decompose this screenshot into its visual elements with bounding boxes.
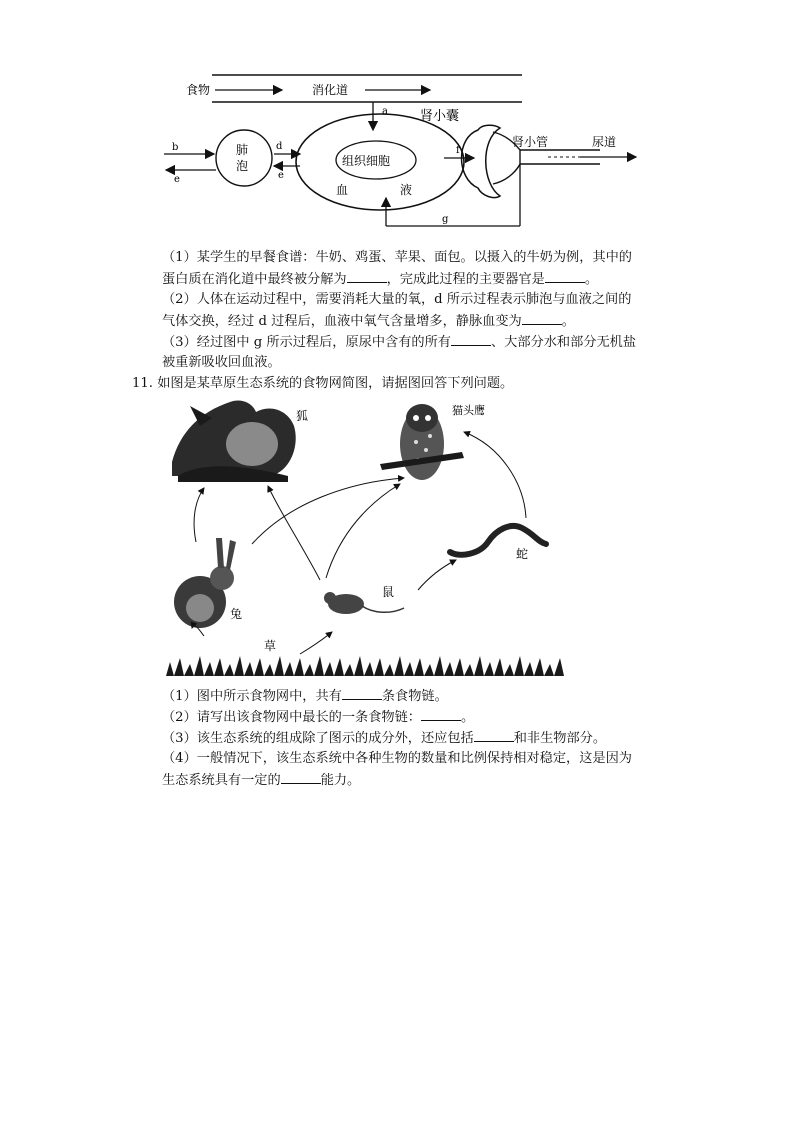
q11-part1	[162, 686, 448, 707]
q11-part2	[162, 707, 474, 728]
q11-p4-text-a: 生态系统具有一定的	[162, 773, 281, 788]
q10-part3-line1	[162, 332, 636, 353]
arrow-mouse-snake	[418, 560, 456, 590]
arrow-rabbit-owl	[252, 478, 404, 544]
q11-part4-line2	[162, 770, 360, 791]
snake-label: 蛇	[516, 547, 529, 561]
answer-blank[interactable]	[522, 311, 562, 325]
kidney-capsule-shape	[462, 125, 501, 197]
rabbit-label: 兔	[230, 607, 243, 621]
answer-blank[interactable]	[281, 770, 321, 784]
arrow-mouse-fox	[268, 486, 320, 580]
q10-part1-line1: （1）某学生的早餐食谱：牛奶、鸡蛋、苹果、面包。以摄入的牛奶为例，其中的	[162, 250, 632, 265]
urethra-label: 尿道	[592, 135, 617, 149]
q10-p3-text-b: 、大部分水和部分无机盐	[490, 335, 637, 350]
question-number: 11.	[132, 376, 153, 391]
arrow-rabbit-fox	[194, 488, 204, 542]
alveolus-label-1: 肺	[236, 143, 249, 157]
tissue-cells-label: 组织细胞	[342, 154, 391, 168]
q11-part4-line1: （4）一般情况下，该生态系统中各种生物的数量和比例保持相对稳定，这是因为	[162, 751, 632, 766]
q10-part1-line2	[162, 269, 598, 290]
arrow-mouse-owl	[326, 484, 400, 578]
circulation-diagram	[160, 66, 640, 240]
answer-blank[interactable]	[421, 707, 461, 721]
food-label: 食物	[186, 83, 211, 97]
grass-illustration	[166, 656, 564, 676]
answer-blank[interactable]	[545, 269, 585, 283]
q11-p3-text-b: 和非生物部分。	[513, 731, 607, 746]
snake-illustration	[450, 526, 546, 555]
q11-p1-text-a: （1）图中所示食物网中，共有	[162, 689, 342, 704]
q10-p1-text-a: 蛋白质在消化道中最终被分解为	[162, 272, 347, 287]
arrow-grass-mouse	[300, 632, 332, 654]
q11-part3	[162, 728, 606, 749]
q11-p2-text-a: （2）请写出该食物网中最长的一条食物链：	[162, 710, 421, 725]
answer-blank[interactable]	[451, 332, 491, 346]
question-stem: 如图是某草原生态系统的食物网简图，请据图回答下列问题。	[157, 376, 514, 391]
q11-stem	[132, 374, 513, 394]
fox-label: 狐	[296, 409, 309, 423]
label-g: g	[442, 214, 449, 225]
q10-part2-line2	[162, 311, 575, 332]
q11-p2-text-b: 。	[460, 710, 475, 725]
q10-p3-text-a: （3）经过图中 g 所示过程后，原尿中含有的所有	[162, 335, 451, 350]
q11-p1-text-b: 条食物链。	[381, 689, 448, 704]
q10-p2-text-a: 气体交换，经过 d 过程后，血液中氧气含量增多，静脉血变为	[162, 314, 522, 329]
label-e-inner: e	[278, 170, 284, 181]
rabbit-illustration	[174, 538, 236, 628]
label-a: a	[382, 106, 388, 117]
digestive-tract-label: 消化道	[312, 83, 349, 97]
answer-blank[interactable]	[347, 269, 387, 283]
answer-blank[interactable]	[474, 728, 514, 742]
q10-p1-text-c: 。	[584, 272, 599, 287]
owl-label: 猫头鹰	[452, 404, 485, 417]
q10-p1-text-b: ，完成此过程的主要器官是	[386, 272, 545, 287]
label-e-left: e	[174, 174, 180, 185]
label-d: d	[276, 141, 283, 152]
blood-label-2: 液	[400, 183, 413, 197]
mouse-label: 鼠	[382, 585, 395, 599]
q10-part3-line2: 被重新吸收回血液。	[162, 355, 281, 370]
q10-part2-line1: （2）人体在运动过程中，需要消耗大量的氧，d 所示过程表示肺泡与血液之间的	[162, 292, 632, 307]
label-b: b	[172, 142, 179, 153]
grass-label: 草	[264, 639, 277, 653]
food-web-diagram	[160, 392, 570, 682]
fox-illustration	[172, 400, 296, 482]
q11-p3-text-a: （3）该生态系统的组成除了图示的成分外，还应包括	[162, 731, 474, 746]
q11-p4-text-b: 能力。	[320, 773, 361, 788]
kidney-capsule-label: 肾小囊	[420, 109, 460, 124]
alveolus-circle	[216, 130, 272, 186]
q10-p2-text-b: 。	[561, 314, 575, 329]
answer-blank[interactable]	[342, 686, 382, 700]
renal-tubule-label: 肾小管	[512, 135, 549, 149]
arrow-snake-owl	[464, 432, 526, 518]
blood-label-1: 血	[336, 183, 349, 197]
alveolus-label-2: 泡	[236, 159, 249, 173]
label-f: f	[456, 145, 460, 156]
